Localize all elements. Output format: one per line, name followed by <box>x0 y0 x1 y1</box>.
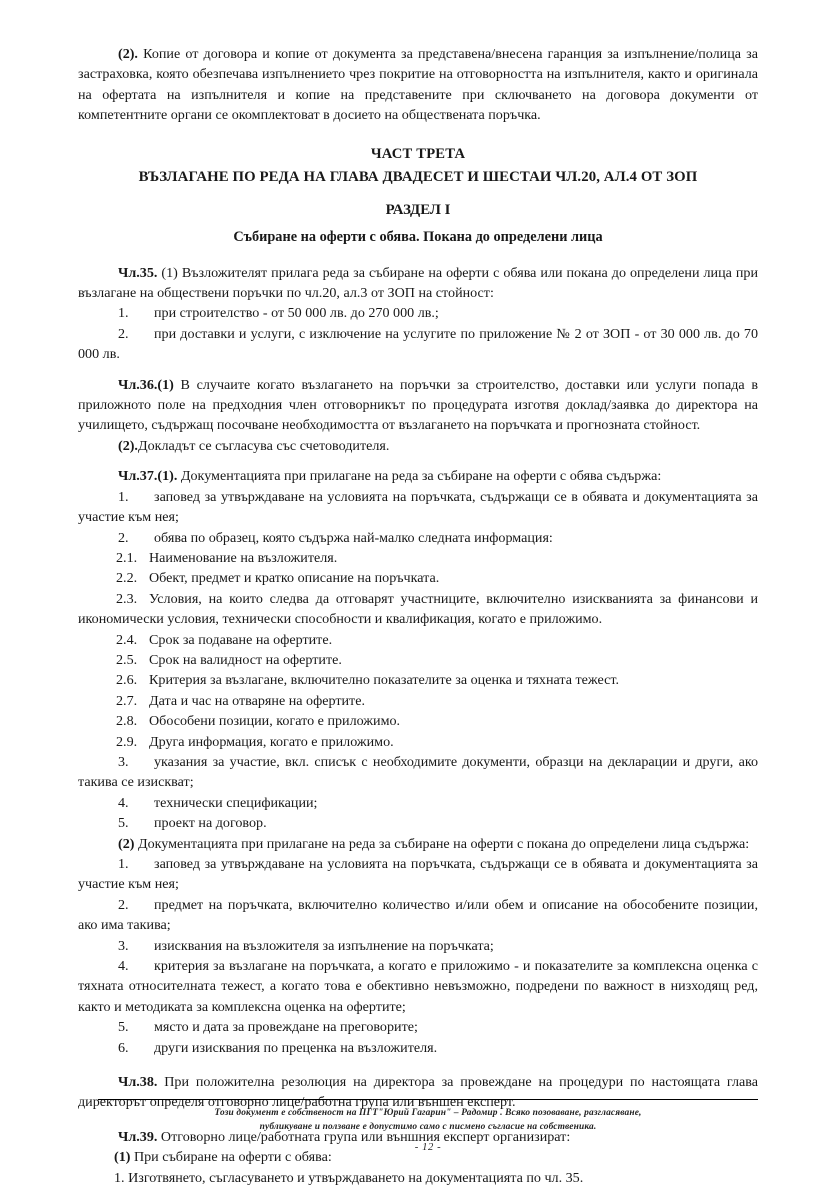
page-footer <box>98 1099 758 1157</box>
list-text: Обособени позиции, когато е приложимо. <box>149 713 401 730</box>
list-number: 2.6. <box>116 672 138 689</box>
list-text: Обект, предмет и кратко описание на поръчката. <box>149 570 440 587</box>
list-number: 1. <box>118 305 129 322</box>
list-text: при строителство - от 50 000 лв. до 270 000 лв.; <box>154 305 439 322</box>
article-37-sub-2-lead <box>78 834 758 854</box>
article-35-item-1 <box>78 303 758 323</box>
list-number: 2.1. <box>116 549 138 566</box>
article-35-lead-text: (1) Възложителят прилага реда за събиране на оферти с обява или покана до определени лица при възлагане на обществени поръчки по чл.20, ал.3 от ЗОП на стойност: <box>78 264 758 302</box>
list-text: Условия, на които следва да отговарят участниците, включително изискванията за финансови и икономически условия, технически способности и квалификация, когато е приложимо. <box>78 590 758 628</box>
article-37-item-3 <box>78 752 758 793</box>
heading-section: РАЗДЕЛ I <box>385 201 451 218</box>
footer-divider <box>98 1099 758 1100</box>
list-number: 2.9. <box>116 733 138 750</box>
list-text: Дата и час на отваряне на офертите. <box>149 692 365 709</box>
article-37-item-4 <box>78 793 758 813</box>
list-text: заповед за утвърждаване на условията на поръчката, съдържащи се в обявата и документацията за участие към нея; <box>78 856 758 893</box>
list-text: заповед за утвърждаване на условията на поръчката, съдържащи се в обявата и документацията за участие към нея; <box>78 488 758 526</box>
list-number: 2.7. <box>116 692 138 709</box>
article-37-item-2-3 <box>78 589 758 630</box>
list-text: указания за участие, вкл. списък с необходимите документи, образци на декларации и други, ако такива се изискват; <box>78 753 758 791</box>
article-37-item-2-8 <box>78 711 758 731</box>
article-35-marker: Чл.35. <box>118 264 158 281</box>
article-37-item-2-5 <box>78 650 758 670</box>
list-text: технически спецификации; <box>154 794 318 811</box>
list-text: предмет на поръчката, включително количество и/или обем и описание на обособените позиции, ако има такива; <box>78 896 758 934</box>
article-39-sub-1-marker: (1) <box>114 1149 131 1166</box>
intro-paragraph <box>78 44 758 126</box>
article-37-item-2-6 <box>78 670 758 690</box>
article-37-item-2-2 <box>78 568 758 588</box>
list-number: 4. <box>118 794 129 811</box>
article-35-item-2 <box>78 324 758 365</box>
article-38-text: При положителна резолюция на директора за провеждане на процедури по настоящата глава директорът определя отговорно лице/работна група или външен експерт. <box>78 1074 758 1111</box>
article-37-sub-2-item-6 <box>78 1038 758 1058</box>
article-37-item-5 <box>78 813 758 833</box>
list-number: 2.8. <box>116 713 138 730</box>
list-number: 5. <box>118 815 129 832</box>
footer-line-2: публикуване и ползване е допустимо само с писмено съгласие на собственика. <box>259 1122 597 1132</box>
list-text: Срок за подаване на офертите. <box>149 631 333 648</box>
article-36-lead <box>78 375 758 436</box>
list-number: 2. <box>118 325 129 342</box>
article-36-sub-2-text: Докладът се съгласува със счетоводителя. <box>137 437 390 454</box>
article-39-text: Отговорно лице/работната група или външния експерт организират: <box>157 1128 571 1145</box>
footer-line-1: Този документ е собственост на ПГТ"Юрий Гагарин" – Радомир . Всяко позоваване, разгласяване, <box>214 1108 642 1118</box>
article-37-item-2-4 <box>78 630 758 650</box>
article-37-marker: Чл.37.(1). <box>118 468 178 485</box>
list-text: място и дата за провеждане на преговорите; <box>154 1019 418 1036</box>
heading-subtitle: Събиране на оферти с обява. Покана до определени лица <box>233 228 603 245</box>
list-number: 2. <box>118 529 129 546</box>
list-text: Критерия за възлагане, включително показателите за оценка и тяхната тежест. <box>149 672 619 689</box>
article-35-lead <box>78 263 758 304</box>
article-37-lead <box>78 466 758 486</box>
article-39-item-1: 1. Изготвянето, съгласуването и утвърждаването на документацията по чл. 35. <box>114 1169 584 1186</box>
article-37-item-2 <box>78 528 758 548</box>
article-37-item-2-9 <box>78 732 758 752</box>
intro-paragraph-marker: (2). <box>118 46 138 62</box>
list-number: 2. <box>118 896 129 913</box>
article-37-sub-2-item-3 <box>78 936 758 956</box>
list-text: Срок на валидност на офертите. <box>149 651 342 668</box>
list-number: 2.2. <box>116 570 138 587</box>
article-37-sub-2-item-1 <box>78 854 758 895</box>
list-text: други изисквания по преценка на възложителя. <box>154 1039 438 1056</box>
list-number: 5. <box>118 1019 129 1036</box>
heading-part: ЧАСТ ТРЕТА <box>370 145 466 162</box>
list-number: 3. <box>118 753 129 770</box>
article-36-lead-text: В случаите когато възлагането на поръчки за строителство, доставки или услуги попада в приложното поле на предходния член отговорникът по процедурата изготвя доклад/заявка до директора на училището, съдържащ посочване необходимостта от възлагането на поръчката и прогнозната стойност. <box>78 376 758 434</box>
intro-paragraph-text: Копие от договора и копие от документа за представена/внесена гаранция за изпълнение/полица за застраховка, която обезпечава изпълнението чрез покритие на отговорността на изпълнителя, както и оригинала на офертата на изпълнителя и копие на представените при сключването на договора документи от компетентните органи се окомплектоват в досието на обществената поръчка. <box>78 46 758 124</box>
article-37-item-1 <box>78 487 758 528</box>
heading-main: ВЪЗЛАГАНЕ ПО РЕДА НА ГЛАВА ДВАДЕСЕТ И ШЕСТАИ ЧЛ.20, АЛ.4 ОТ ЗОП <box>138 168 698 185</box>
article-36-marker: Чл.36.(1) <box>118 376 174 393</box>
list-text: Друга информация, когато е приложимо. <box>149 733 394 750</box>
list-text: Наименование на възложителя. <box>149 549 338 566</box>
list-number: 4. <box>118 958 129 975</box>
article-37-item-2-1 <box>78 548 758 568</box>
article-36-sub-2-marker: (2). <box>118 437 138 454</box>
headings-block <box>78 143 758 249</box>
list-text: обява по образец, която съдържа най-малко следната информация: <box>154 529 553 546</box>
list-number: 2.5. <box>116 651 138 668</box>
article-37-sub-2-item-5 <box>78 1017 758 1037</box>
article-37-sub-2-item-4 <box>78 956 758 1017</box>
article-37-sub-2-marker: (2) <box>118 835 135 852</box>
list-number: 1. <box>118 856 129 872</box>
article-37-item-2-7 <box>78 691 758 711</box>
page-number: - 12 - <box>414 1142 442 1153</box>
article-39-marker: Чл.39. <box>118 1128 158 1145</box>
list-number: 3. <box>118 937 129 954</box>
article-37-lead-text: Документацията при прилагане на реда за събиране на оферти с обява съдържа: <box>177 468 662 485</box>
list-number: 2.3. <box>116 590 138 607</box>
article-37-sub-2-item-2 <box>78 895 758 936</box>
article-37-sub-2-lead-text: Документацията при прилагане на реда за събиране на оферти с покана до определени лица съдържа: <box>134 835 750 852</box>
list-text: проект на договор. <box>154 815 267 832</box>
article-36-sub-2 <box>78 436 758 456</box>
list-text: при доставки и услуги, с изключение на услугите по приложение № 2 от ЗОП - от 30 000 лв. до 70 000 лв. <box>78 325 758 363</box>
list-text: изисквания на възложителя за изпълнение на поръчката; <box>154 937 494 954</box>
article-38-marker: Чл.38. <box>118 1074 158 1091</box>
list-number: 2.4. <box>116 631 138 648</box>
article-39-sub-1-text: При събиране на оферти с обява: <box>130 1149 332 1166</box>
list-number: 1. <box>118 488 129 505</box>
list-number: 6. <box>118 1039 129 1056</box>
page-content <box>78 44 758 1188</box>
list-text: критерия за възлагане на поръчката, а когато е приложимо - и показателите за комплексна оценка с тяхната относителната тежест, а когато това е обективно невъзможно, подредени по важност в низходящ ред, както и методиката за комплексна оценка на офертите; <box>78 958 758 1015</box>
